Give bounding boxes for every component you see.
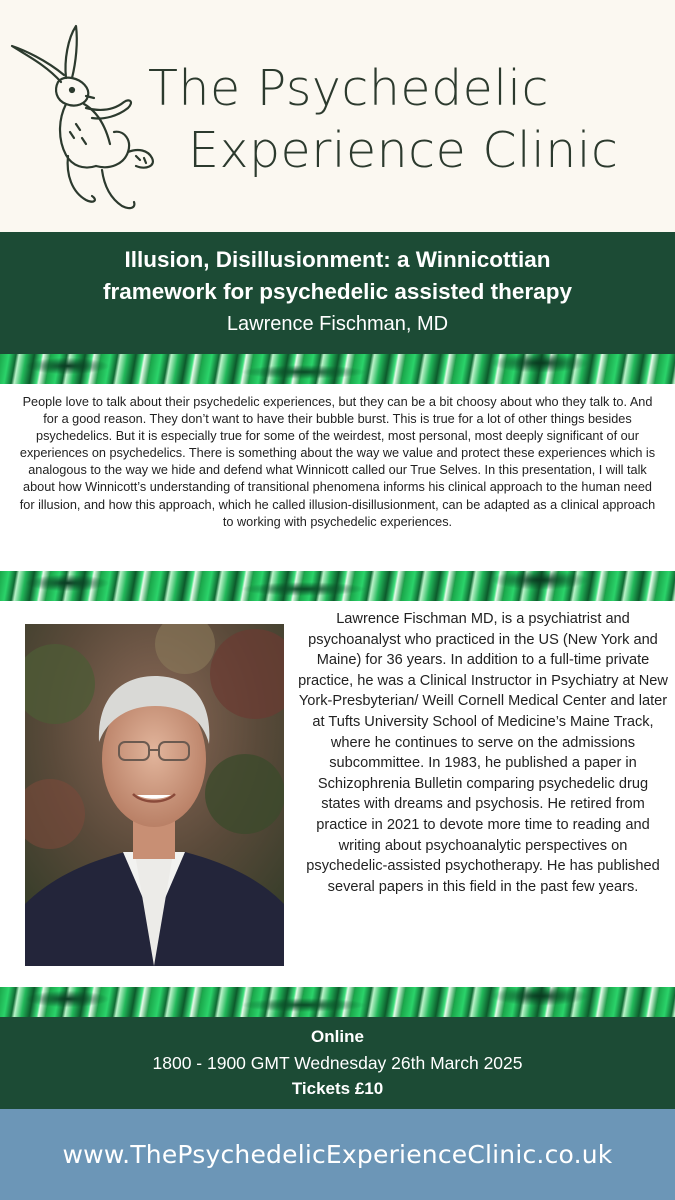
speaker-bio-section — [0, 601, 675, 987]
clinic-name-line1: The Psychedelic — [148, 60, 549, 117]
decorative-marble-divider — [0, 571, 675, 601]
event-time: 1800 - 1900 GMT Wednesday 26th March 2025 — [152, 1053, 523, 1073]
event-mode: Online — [311, 1027, 364, 1046]
talk-title-line1: Illusion, Disillusionment: a Winnicottian — [124, 247, 551, 272]
website-link[interactable]: www.ThePsychedelicExperienceClinic.co.uk — [0, 1109, 675, 1200]
event-details — [0, 1017, 675, 1109]
decorative-marble-divider — [0, 354, 675, 384]
header — [0, 0, 675, 232]
speaker-photo — [25, 624, 284, 966]
event-tickets: Tickets £10 — [291, 1079, 384, 1098]
decorative-marble-divider — [0, 987, 675, 1017]
talk-abstract: People love to talk about their psychedelic experiences, but they can be a bit choosy about who they talk to. And for a good reason. They don’t want to have their bubble burst. This is true for a lot of other things besides psychedelics. But it is especially true for some of the weirdest, most personal, most deeply significant of our experiences on psychedelics. There is something about the way we value and protect these experiences which is analogous to the way we hide and defend what Winnicott called our True Selves. In this presentation, I will talk about how Winnicott’s understanding of transitional phenomena informs his clinical approach to the human need for illusion, and how this approach, which he called illusion-disillusionment, can be adapted as a clinical approach to working with psychedelic experiences. — [0, 384, 675, 571]
clinic-name — [148, 58, 668, 182]
talk-title-band — [0, 232, 675, 354]
talk-title — [0, 244, 675, 308]
clinic-name-line2: Experience Clinic — [188, 122, 619, 179]
talk-title-line2: framework for psychedelic assisted therapy — [103, 279, 572, 304]
speaker-name: Lawrence Fischman, MD — [226, 313, 449, 335]
speaker-bio: Lawrence Fischman MD, is a psychiatrist and psychoanalyst who practiced in the US (New York and Maine) for 36 years. In addition to a full-time private practice, he was a Clinical Instructor in Psychiatry at New York-Presbyterian/ Weill Cornell Medical Center and later at Tufts University School of Medicine’s Maine Track, where he continues to serve on the admissions subcommittee. In 1983, he published a paper in Schizophrenia Bulletin comparing psychedelic drug states with dreams and psychosis. He retired from practice in 2021 to devote more time to reading and writing about psychoanalytic perspectives on psychedelic-assisted psychotherapy. He has published several papers in this field in the past few years. — [298, 611, 668, 895]
